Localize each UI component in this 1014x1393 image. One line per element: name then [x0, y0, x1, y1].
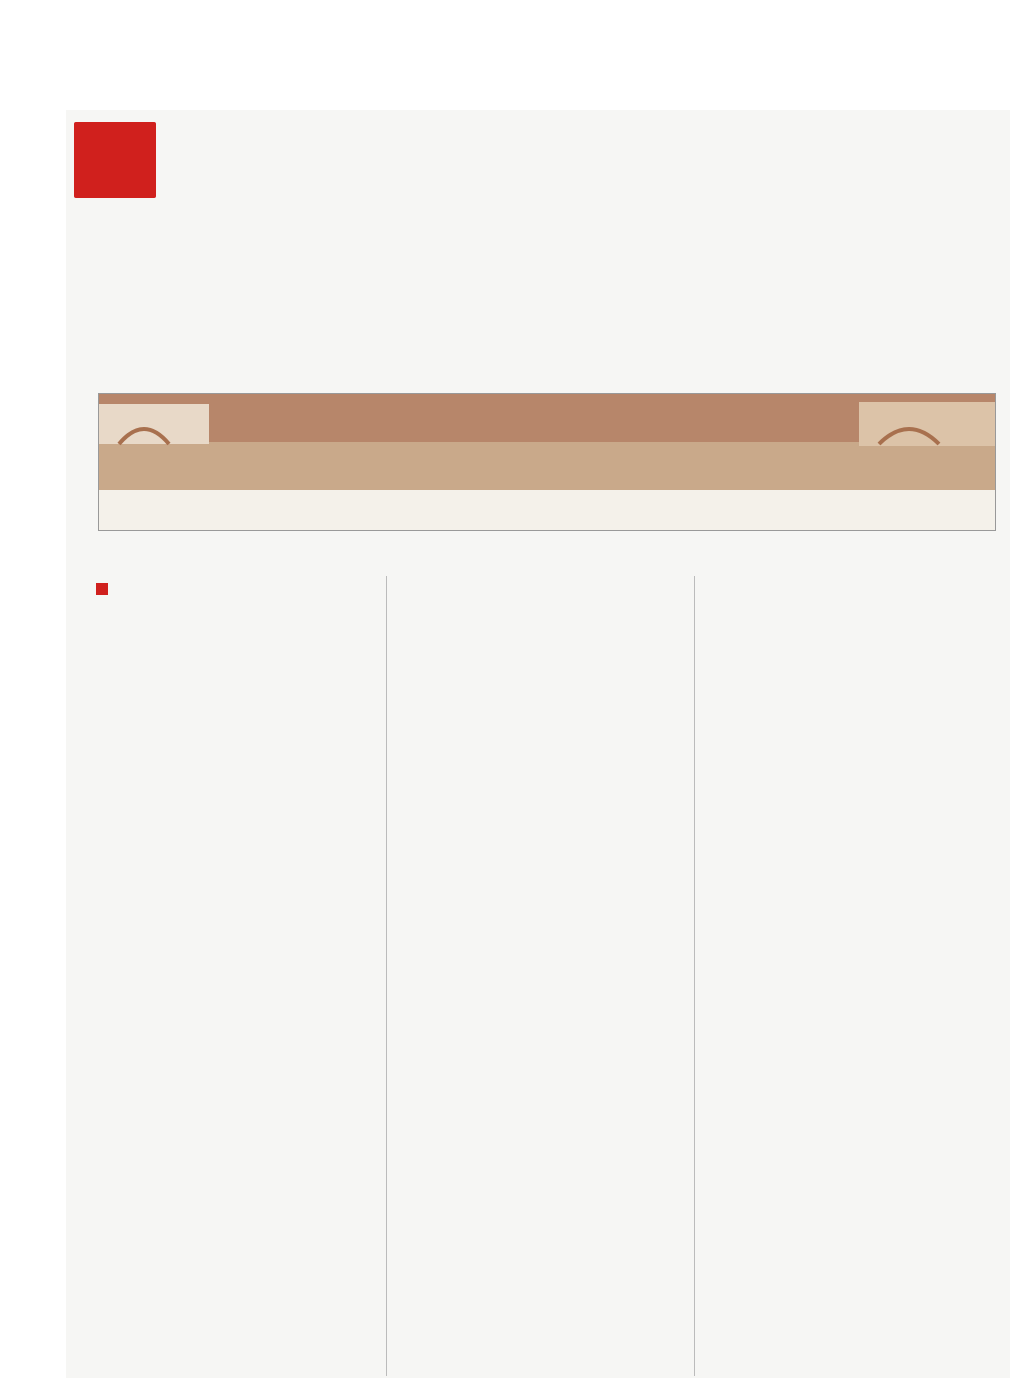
- column-divider: [386, 576, 387, 1376]
- column-divider: [694, 576, 695, 1376]
- newspaper-logo: [74, 122, 156, 198]
- group-photo-illustration: [99, 394, 995, 530]
- bullet-square-icon: [96, 583, 108, 595]
- article-column-1: [96, 572, 378, 618]
- newspaper-clipping: [66, 110, 1010, 1378]
- article-subhead: [96, 572, 378, 606]
- group-photo: [98, 393, 996, 531]
